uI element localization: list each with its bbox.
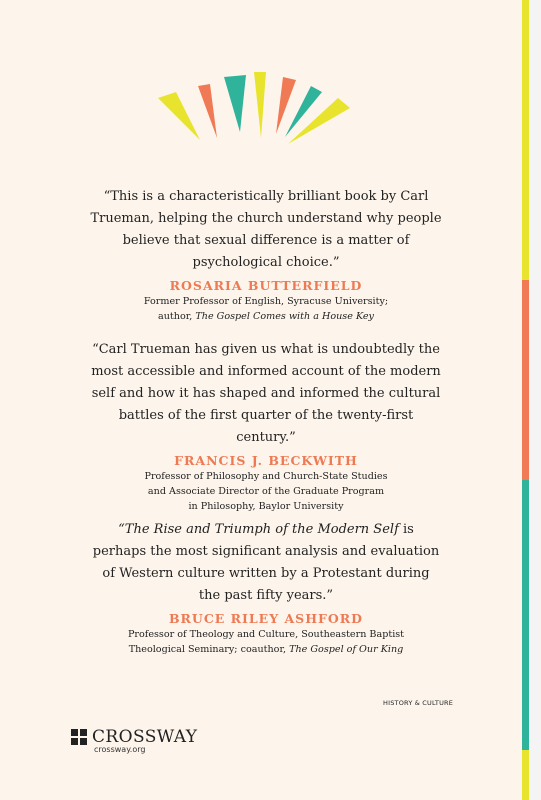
spine-stripe-yellow (522, 0, 529, 280)
publisher-name: CROSSWAY (92, 727, 198, 747)
endorser-name: BRUCE RILEY ASHFORD (168, 611, 364, 626)
category-label: HISTORY & CULTURE (383, 699, 454, 707)
endorsement-2 (90, 339, 442, 514)
endorser-affiliation: Professor of Philosophy and Church-State Studies and Associate Director of the Graduate Program in Philosophy, Baylor University (144, 471, 388, 512)
crossway-logo-icon (71, 729, 87, 745)
endorsement-3 (90, 519, 442, 657)
endorser-affiliation: Professor of Theology and Culture, Southeastern Baptist Theological Seminary; coauthor, The Gospel of Our King (127, 629, 405, 655)
publisher-logo (71, 727, 197, 747)
endorser-affiliation: Former Professor of English, Syracuse University; author, The Gospel Comes with a House Key (143, 296, 389, 322)
sunburst-icon (150, 70, 365, 145)
spine-stripe-teal (522, 480, 529, 750)
publisher-url: crossway.org (94, 745, 146, 754)
endorsement-1 (90, 186, 442, 324)
endorser-name: FRANCIS J. BECKWITH (174, 453, 358, 468)
endorsement-quote: “Carl Trueman has given us what is undoubtedly the most accessible and informed account of the modern self and how it has shaped and informed the cultural battles of the first quarter of the twenty-first century.” (91, 342, 441, 445)
endorsement-quote: “This is a characteristically brilliant book by Carl Trueman, helping the church understand why people believe that sexual difference is a matter of psychological choice.” (90, 189, 442, 270)
endorsement-quote: “The Rise and Triumph of the Modern Self is perhaps the most significant analysis and evaluation of Western culture written by a Protestant during the past fifty years.” (92, 522, 440, 603)
spine-stripe-orange (522, 280, 529, 480)
endorser-name: ROSARIA BUTTERFIELD (169, 278, 363, 293)
spine-stripe-yellow-bottom (522, 750, 529, 800)
